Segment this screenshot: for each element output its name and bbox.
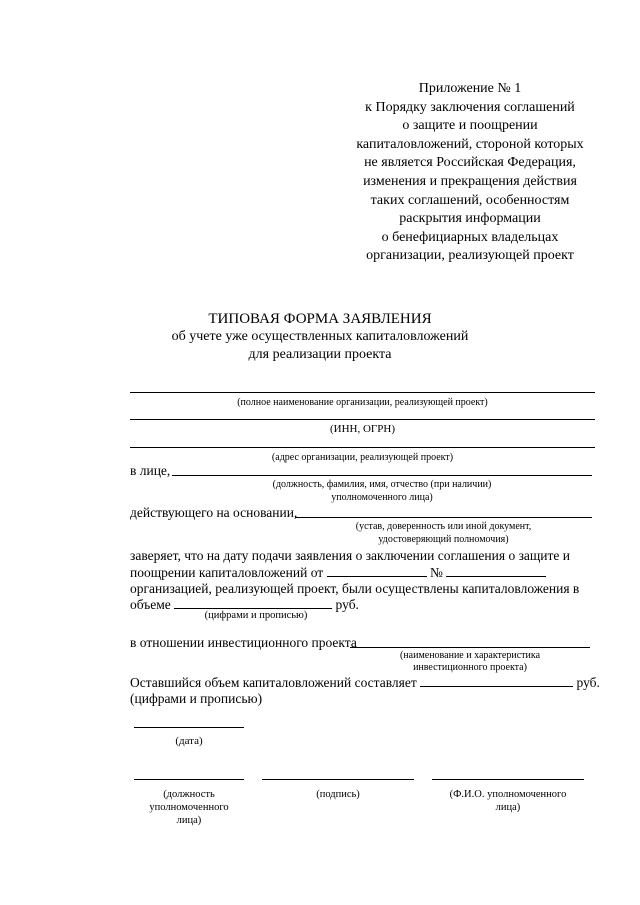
in-person-label: в лице, [130, 463, 171, 478]
invest-label: в отношении инвестиционного проекта [130, 635, 357, 650]
invest-caption-1: (наименование и характеристика [399, 650, 541, 661]
person-caption-1: (должность, фамилия, имя, отчество (при наличии) [272, 479, 492, 490]
para-line-2 [130, 564, 546, 581]
date-caption: (дата) [175, 735, 203, 747]
org-name-field[interactable] [130, 392, 595, 393]
rub-label-2: руб. [576, 675, 600, 690]
signature-field[interactable] [262, 779, 414, 780]
appendix-header [330, 80, 610, 266]
remaining-field[interactable] [420, 674, 573, 687]
agreement-number-field[interactable] [446, 564, 546, 577]
appendix-line: капиталовложений, стороной которых [356, 136, 584, 152]
sig-position-caption-3: лица) [176, 815, 202, 826]
address-caption: (адрес организации, реализующей проект) [271, 452, 454, 463]
basis-caption-2: удостоверяющий полномочия) [378, 534, 509, 545]
position-signature-field[interactable] [134, 779, 244, 780]
basis-field[interactable] [295, 517, 592, 518]
person-caption-2: уполномоченного лица) [331, 492, 433, 503]
appendix-line: таких соглашений, особенностям [370, 192, 570, 208]
remaining-line [130, 674, 600, 691]
appendix-line: не является Российская Федерация, [364, 155, 576, 171]
basis-label: действующего на основании, [130, 505, 298, 520]
appendix-line: о защите и поощрении [402, 118, 538, 134]
date-field[interactable] [134, 727, 244, 728]
figures-caption-2: (цифрами и прописью) [130, 691, 263, 706]
number-sign: № [429, 565, 443, 580]
appendix-line: к Порядку заключения соглашений [365, 99, 575, 115]
org-name-caption: (полное наименование организации, реализующей проект) [237, 397, 488, 408]
invest-field[interactable] [350, 647, 590, 648]
appendix-line: раскрытия информации [399, 211, 541, 227]
sig-name-caption-2: лица) [495, 802, 521, 813]
appendix-line: изменения и прекращения действия [363, 173, 577, 189]
appendix-line: о бенефициарных владельцах [381, 229, 559, 245]
figures-caption-1: (цифрами и прописью) [204, 610, 308, 621]
inn-caption: (ИНН, ОГРН) [329, 423, 396, 435]
sig-name-caption-1: (Ф.И.О. уполномоченного [449, 789, 567, 800]
form-subtitle-1: об учете уже осуществленных капиталовложений [171, 329, 469, 344]
appendix-line: организации, реализующей проект [366, 248, 574, 264]
appendix-line: Приложение № 1 [418, 81, 522, 96]
sig-position-caption-2: уполномоченного [149, 802, 229, 813]
invest-caption-2: инвестиционного проекта) [413, 662, 527, 673]
remaining-label: Оставшийся объем капиталовложений составляет [130, 675, 417, 690]
agreement-date-field[interactable] [327, 564, 427, 577]
rub-label-1: руб. [335, 597, 359, 612]
address-field[interactable] [130, 447, 595, 448]
volume-field[interactable] [174, 596, 332, 609]
form-title: ТИПОВАЯ ФОРМА ЗАЯВЛЕНИЯ [208, 311, 432, 327]
para-line-1: заверяет, что на дату подачи заявления о заключении соглашения о защите и [130, 548, 571, 563]
para-line-3: организацией, реализующей проект, были осуществлены капиталовложения в [130, 581, 580, 596]
basis-caption-1: (устав, доверенность или иной документ, [355, 521, 532, 532]
form-subtitle-2: для реализации проекта [248, 347, 392, 362]
para-line-2-text: поощрении капиталовложений от [130, 565, 324, 580]
inn-field[interactable] [130, 419, 595, 420]
name-signature-field[interactable] [432, 779, 584, 780]
person-field[interactable] [172, 475, 592, 476]
sig-signature-caption: (подпись) [316, 789, 360, 800]
sig-position-caption-1: (должность [163, 789, 215, 800]
volume-label: объеме [130, 597, 171, 612]
